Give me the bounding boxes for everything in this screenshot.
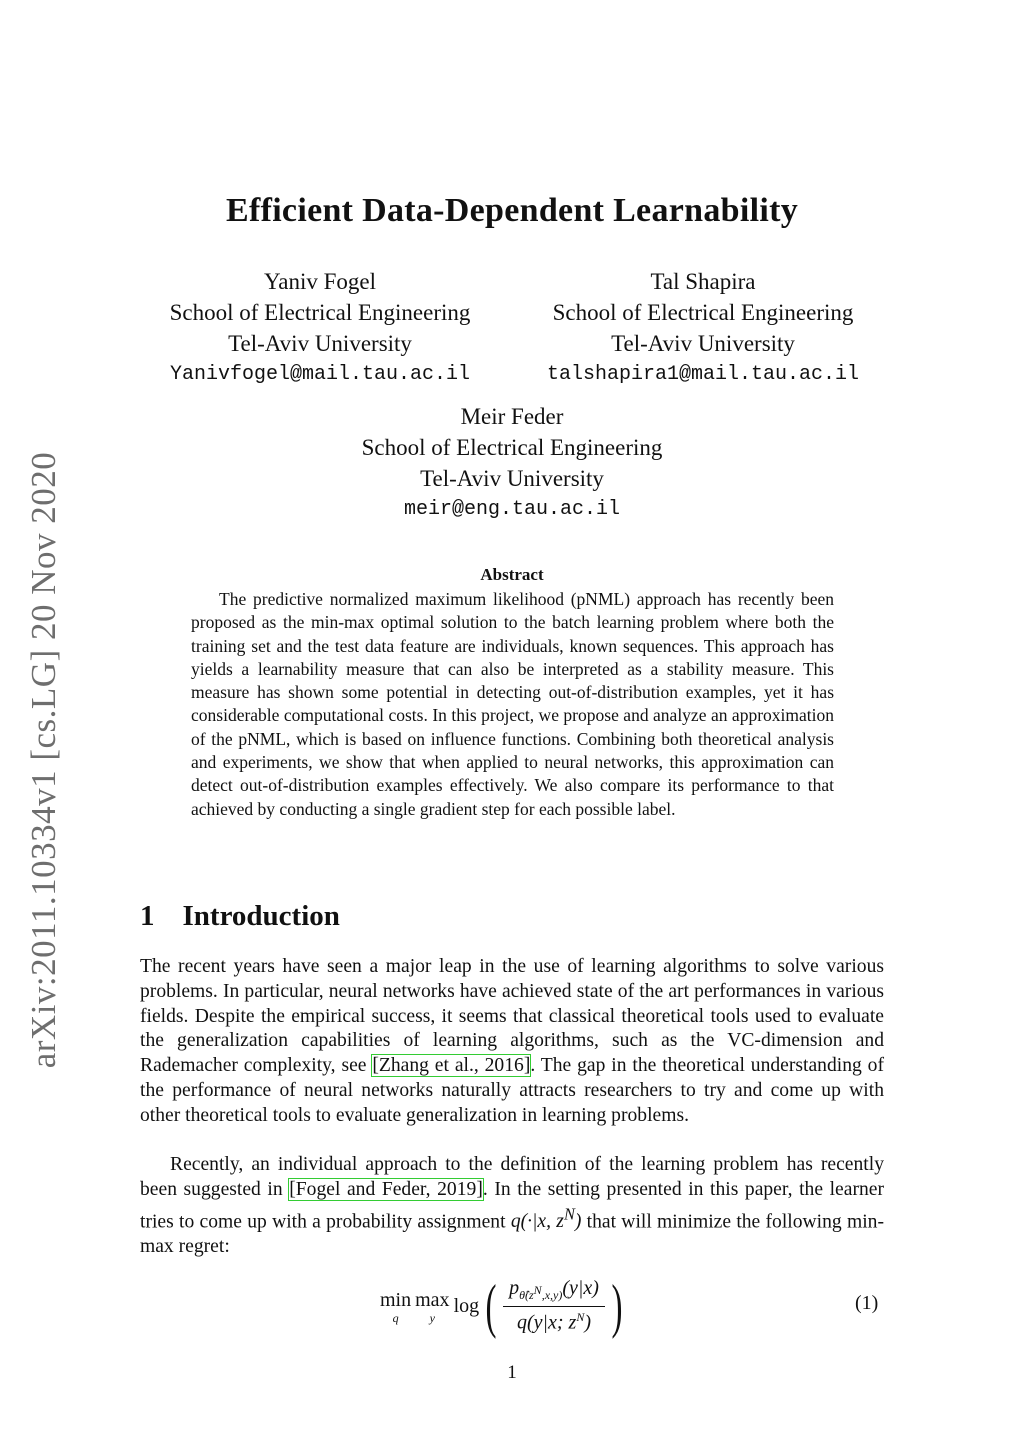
author-affiliation: School of Electrical Engineering xyxy=(552,300,854,325)
paper-title: Efficient Data-Dependent Learnability xyxy=(225,192,799,229)
paragraph-text: that will minimize the following min-max regret: xyxy=(140,1211,884,1257)
author-name: Yaniv Fogel xyxy=(263,269,377,294)
section-title: Introduction xyxy=(182,900,340,932)
abstract-text: The predictive normalized maximum likelihood (pNML) approach has recently been proposed as the min-max optimal solution to the batch learning problem where both the training set and the test data feature are individuals, known sequences. This approach has yields a learnability measure that can also be interpreted as a stability measure. This measure has shown some potential in detecting out-of-distribution examples, yet it has considerable computational costs. In this project, we propose and analyze an approximation of the pNML, which is based on influence functions. Combining both theoretical analysis and experiments, we show that when applied to neural networks, this approximation can detect out-of-distribution examples effectively. We also compare its performance to that achieved by conducting a single gradient step for each possible label. xyxy=(191,589,834,819)
equation-1 xyxy=(380,1270,627,1342)
max-operator: max y xyxy=(415,1288,450,1325)
min-operator: min q xyxy=(380,1288,412,1325)
paragraph-text: The recent years have seen a major leap in the use of learning algorithms to solve various problems. In particular, neural networks have achieved state of the art performances in various fields. Despite the empirical success, it seems that classical theoretical tools used to evaluate the generalization capabilities of learning algorithms, such as the VC-dimension and Rademacher complexity, see xyxy=(140,956,884,1077)
equation-number: (1) xyxy=(855,1292,879,1314)
author-block-2 xyxy=(523,266,883,390)
paragraph-text: Recently, an individual approach to the definition of the learning problem has recently been suggested in xyxy=(140,1154,884,1200)
fraction xyxy=(503,1277,605,1335)
citation-link[interactable]: [Fogel and Feder, 2019] xyxy=(289,1178,483,1200)
intro-paragraph-1 xyxy=(140,955,884,1129)
section-number: 1 xyxy=(140,900,155,932)
fraction-denominator: q(y|x; $z^N$) xyxy=(516,1310,592,1334)
intro-paragraph-2 xyxy=(140,1153,884,1260)
log-operator: log xyxy=(453,1294,480,1317)
abstract-heading: Abstract xyxy=(480,565,544,584)
citation-link[interactable]: [Zhang et al., 2016] xyxy=(372,1055,531,1077)
fraction-numerator: $p_{\thetâ(z^N,x,y)}(y|x)$ xyxy=(503,1277,605,1307)
author-affiliation: School of Electrical Engineering xyxy=(361,435,663,460)
arxiv-stamp: arXiv:2011.10334v1 [cs.LG] 20 Nov 2020 xyxy=(24,451,63,1069)
author-name: Tal Shapira xyxy=(650,269,756,294)
inline-math: q(·|x, $z^N$) xyxy=(510,1204,582,1233)
paragraph-text: . The gap in the theoretical understanding of the performance of neural networks naturally attracts researchers to try and come up with other theoretical tools to evaluate generalization in learning problems. xyxy=(140,1055,884,1126)
close-paren: ) xyxy=(611,1273,623,1339)
open-paren: ( xyxy=(485,1273,497,1339)
author-name: Meir Feder xyxy=(460,404,564,429)
author-email[interactable]: Yanivfogel@mail.tau.ac.il xyxy=(169,363,471,386)
author-institution: Tel-Aviv University xyxy=(611,331,795,356)
author-block-3 xyxy=(332,401,692,525)
section-heading xyxy=(140,900,340,933)
author-block-1 xyxy=(140,266,500,390)
author-email[interactable]: talshapira1@mail.tau.ac.il xyxy=(546,363,860,386)
page-number: 1 xyxy=(507,1362,517,1383)
author-institution: Tel-Aviv University xyxy=(228,331,412,356)
paragraph-text: . In the setting presented in this paper, the learner tries to come up with a probability assignment xyxy=(140,1178,884,1233)
author-institution: Tel-Aviv University xyxy=(420,466,604,491)
author-affiliation: School of Electrical Engineering xyxy=(169,300,471,325)
author-email[interactable]: meir@eng.tau.ac.il xyxy=(403,498,621,521)
